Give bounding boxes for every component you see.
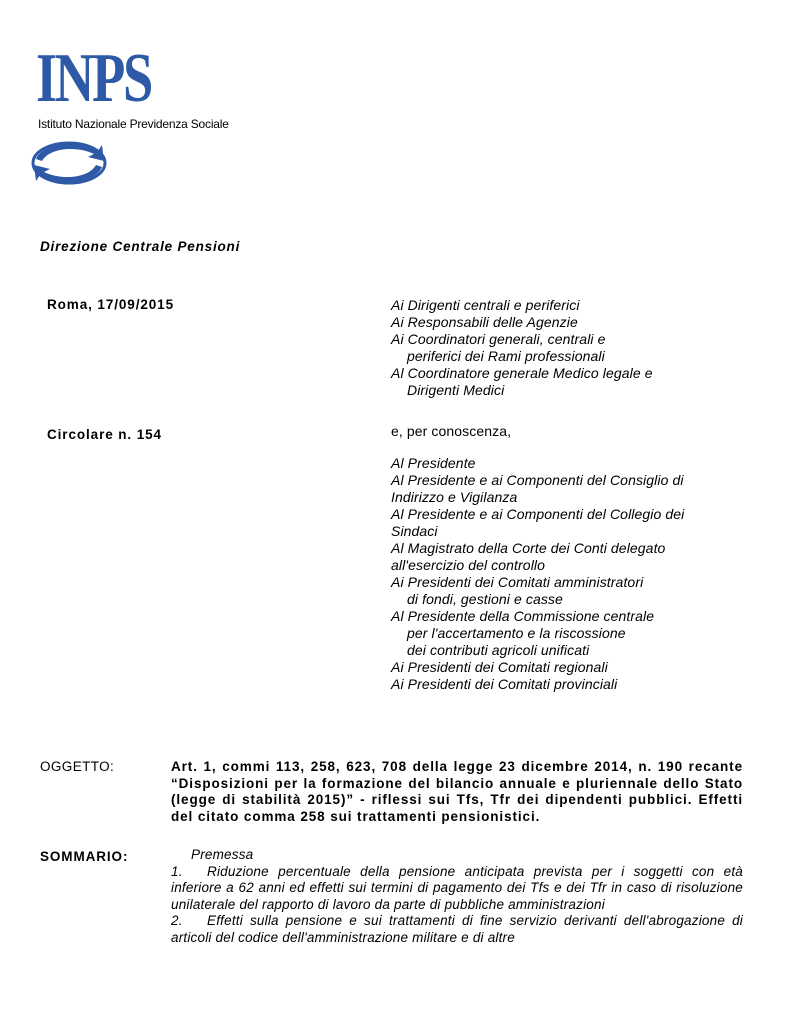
recipient-line: Ai Presidenti dei Comitati regionali (391, 659, 608, 675)
recipient-line: di fondi, gestioni e casse (407, 591, 563, 607)
sommario-premessa: Premessa (191, 847, 254, 862)
recipient-line: periferici dei Rami professionali (407, 348, 605, 364)
recipient-line: Ai Presidenti dei Comitati amministratori (391, 574, 644, 590)
sommario-item-number: 1. (171, 863, 183, 879)
oggetto-label: OGGETTO: (40, 759, 115, 774)
recipient-line: Sindaci (391, 523, 438, 539)
recipients-primary (391, 297, 653, 399)
recipient-line: Ai Presidenti dei Comitati provinciali (391, 676, 618, 692)
recipient-line: Al Presidente e ai Componenti del Consiglio di (391, 472, 684, 488)
recipient-line: all'esercizio del controllo (391, 557, 545, 573)
direzione-heading: Direzione Centrale Pensioni (40, 239, 241, 254)
sommario-item-text: Effetti sulla pensione e sui trattamenti di fine servizio derivanti dell'abrogazione di articoli del codice dell'amministrazione militare e di altre (171, 913, 743, 945)
sommario-item-text: Riduzione percentuale della pensione anticipata prevista per i soggetti con età inferiore a 62 anni ed effetti sui termini di pagamento dei Tfs e dei Tfr in caso di risoluzione unilaterale del rapporto di lavoro da parte di pubbliche amministrazioni (171, 863, 743, 912)
recipient-line: Al Presidente e ai Componenti del Collegio dei (391, 506, 685, 522)
circolare-number: Circolare n. 154 (47, 427, 162, 442)
recipient-line: per l'accertamento e la riscossione (407, 625, 626, 641)
recipient-line: Al Magistrato della Corte dei Conti delegato (391, 540, 666, 556)
per-conoscenza: e, per conoscenza, (391, 423, 512, 439)
date-line: Roma, 17/09/2015 (47, 297, 174, 312)
recipient-line: Al Presidente (391, 455, 476, 471)
recipient-line: Indirizzo e Vigilanza (391, 489, 518, 505)
circular-arrows-icon (28, 137, 110, 189)
recipient-line: dei contributi agricoli unificati (407, 642, 590, 658)
sommario-label: SOMMARIO: (40, 849, 129, 864)
inps-logo-wordmark: INPS (36, 40, 152, 117)
oggetto-text: Art. 1, commi 113, 258, 623, 708 della legge 23 dicembre 2014, n. 190 recante “Disposizioni per la formazione del bilancio annuale e pluriennale dello Stato (legge di stabilità 2015)” - riflessi sui Tfs, Tfr dei dipendenti pubblici. Effetti del citato comma 258 sui trattamenti pensionistici. (171, 759, 743, 824)
recipient-line: Ai Responsabili delle Agenzie (391, 314, 578, 330)
sommario-item (171, 864, 743, 914)
recipient-line: Al Presidente della Commissione centrale (391, 608, 655, 624)
sommario-item (171, 913, 743, 946)
sommario-item-number: 2. (171, 913, 183, 928)
recipients-secondary (391, 455, 684, 693)
sommario-text (171, 847, 743, 946)
recipient-line: Ai Coordinatori generali, centrali e (391, 331, 606, 347)
recipient-line: Dirigenti Medici (407, 382, 505, 398)
recipient-line: Al Coordinatore generale Medico legale e (391, 365, 653, 381)
recipient-line: Ai Dirigenti centrali e periferici (391, 297, 580, 313)
logo-subtitle: Istituto Nazionale Previdenza Sociale (38, 117, 229, 131)
